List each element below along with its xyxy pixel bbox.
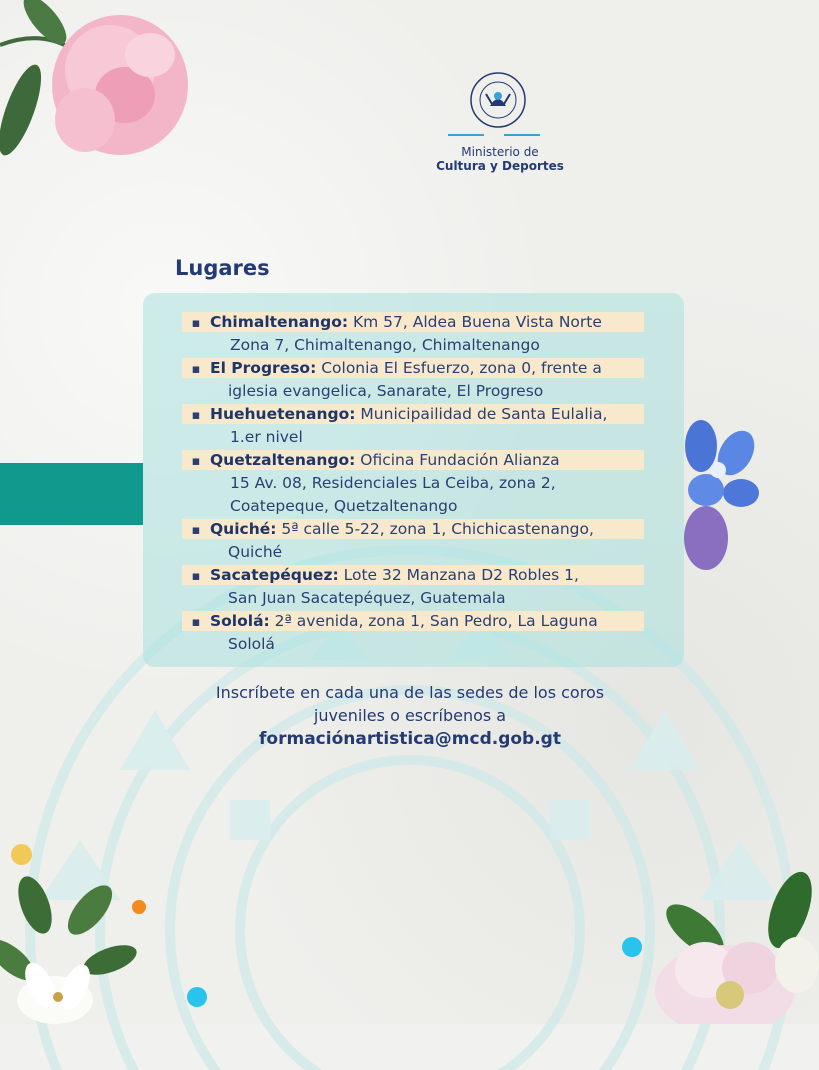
place-address: Oficina Fundación Alianza	[355, 451, 560, 469]
ministry-name-line1: Ministerio de	[461, 145, 539, 159]
place-address-line: San Juan Sacatepéquez, Guatemala	[228, 589, 506, 607]
ministry-logo	[430, 70, 570, 180]
cta-line2: juveniles o escríbenos a	[313, 706, 507, 725]
guatemala-seal-icon	[468, 70, 528, 130]
place-name: Quiché:	[210, 520, 277, 538]
cta-line1: Inscríbete en cada una de las sedes de los coros	[215, 683, 605, 702]
bullet-icon: ▪	[191, 615, 201, 630]
bullet-icon: ▪	[191, 454, 201, 469]
place-address-line: iglesia evangelica, Sanarate, El Progreso	[228, 382, 544, 400]
place-first-line	[182, 403, 644, 427]
place-name: Quetzaltenango:	[210, 451, 356, 469]
place-address: Municipailidad de Santa Eulalia,	[355, 405, 608, 423]
bullet-icon: ▪	[191, 569, 201, 584]
cyan-dot	[622, 937, 642, 957]
place-address-line: Sololá	[228, 635, 275, 653]
bullet-icon: ▪	[191, 523, 201, 538]
place-address-line: Zona 7, Chimaltenango, Chimaltenango	[230, 336, 540, 354]
place-address: Colonia El Esfuerzo, zona 0, frente a	[316, 359, 602, 377]
bullet-icon: ▪	[191, 316, 201, 331]
pink-hellebore-icon	[625, 860, 819, 1024]
place-address-line: Quiché	[228, 543, 283, 561]
place-name: El Progreso:	[210, 359, 317, 377]
place-first-line	[182, 311, 644, 335]
place-name: Sololá:	[210, 612, 270, 630]
place-address: Lote 32 Manzana D2 Robles 1,	[338, 566, 579, 584]
white-lily-icon	[0, 865, 145, 1024]
logo-divider	[448, 134, 548, 138]
place-address-line: 15 Av. 08, Residenciales La Ceiba, zona 2,	[230, 474, 556, 492]
bullet-icon: ▪	[191, 362, 201, 377]
place-first-line	[182, 610, 644, 634]
place-first-line	[182, 564, 644, 588]
place-address-line: 1.er nivel	[230, 428, 303, 446]
ministry-name-line2: Cultura y Deportes	[436, 159, 564, 173]
place-name: Chimaltenango:	[210, 313, 349, 331]
orange-dot	[132, 900, 146, 914]
place-name: Sacatepéquez:	[210, 566, 339, 584]
teal-accent-band	[0, 463, 143, 525]
place-address-line: Coatepeque, Quetzaltenango	[230, 497, 458, 515]
place-address: 5ª calle 5-22, zona 1, Chichicastenango,	[276, 520, 594, 538]
place-name: Huehuetenango:	[210, 405, 356, 423]
place-address: Km 57, Aldea Buena Vista Norte	[348, 313, 602, 331]
place-address: 2ª avenida, zona 1, San Pedro, La Laguna	[269, 612, 598, 630]
contact-email-link[interactable]: formaciónartistica@mcd.gob.gt	[259, 729, 561, 749]
page-title: Lugares	[175, 256, 270, 280]
pink-peony-icon	[0, 0, 195, 170]
bullet-icon: ▪	[191, 408, 201, 423]
place-first-line	[182, 357, 644, 381]
place-first-line	[182, 449, 644, 473]
yellow-dot	[11, 844, 32, 865]
place-first-line	[182, 518, 644, 542]
cyan-dot	[187, 987, 207, 1007]
